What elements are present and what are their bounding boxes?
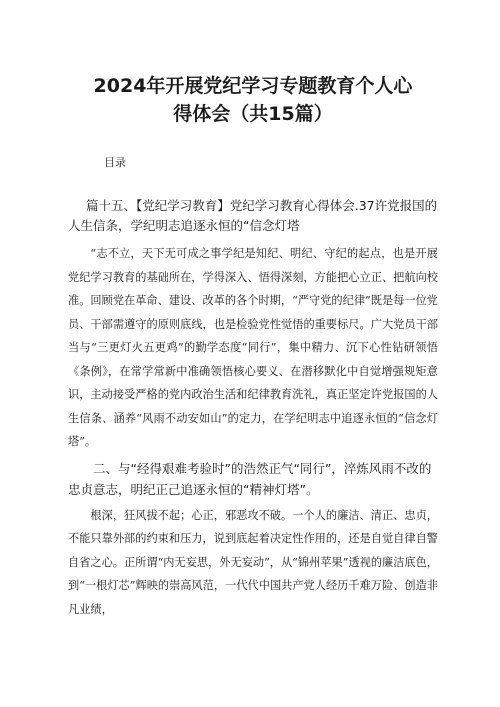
- toc-entry: 篇十五、【党纪学习教育】党纪学习教育心得体会.37许党报国的人生信条，学纪明志追逐永恒的“信念灯塔: [68, 198, 438, 233]
- paragraph-2: 根深，狂风拔不起；心正，邪恶攻不破。一个人的廉洁、清正、忠贞，不能只靠外部的约束和压力，说到底起着决定性作用的，还是自觉自律自警自省之心。正所谓“内无妄思，外无妄动”，从“锦州苹果”透视的廉洁底色，到“一根灯芯”辉映的崇高风范，一代代中国共产党人经历千难万险、创造非凡业绩，: [68, 508, 438, 616]
- paragraph-1: “志不立，天下无可成之事学纪是知纪、明纪、守纪的起点，也是开展党纪学习教育的基础所在，学得深入、悟得深刻，方能把心立正、把航向校准。回顾党在革命、建设、改革的各个时期，“严守党的纪律”既是每一位党员、干部需遵守的原则底线，也是检验党性觉悟的重要标尺。广大党员干部当与“三更灯火五更鸡”的勤学态度“同行”，集中精力、沉下心性钻研领悟《条例》，在常学常新中准确领悟核心要义、在潜移默化中自觉增强规矩意识，主动接受严格的党内政治生活和纪律教育洗礼，真正坚定许党报国的人生信条、涵养“风雨不动安如山”的定力，在学纪明志中追逐永恒的“信念灯塔”。: [68, 247, 438, 448]
- toc-label: 目录: [104, 156, 126, 169]
- section-heading-2: 二、与“经得艰难考验时”的浩然正气“同行”，淬炼风雨不改的忠贞意志，明纪正己追逐永恒的“精神灯塔”。: [68, 460, 432, 497]
- document-title: 2024年开展党纪学习专题教育个人心得体会（共15篇）: [93, 75, 413, 125]
